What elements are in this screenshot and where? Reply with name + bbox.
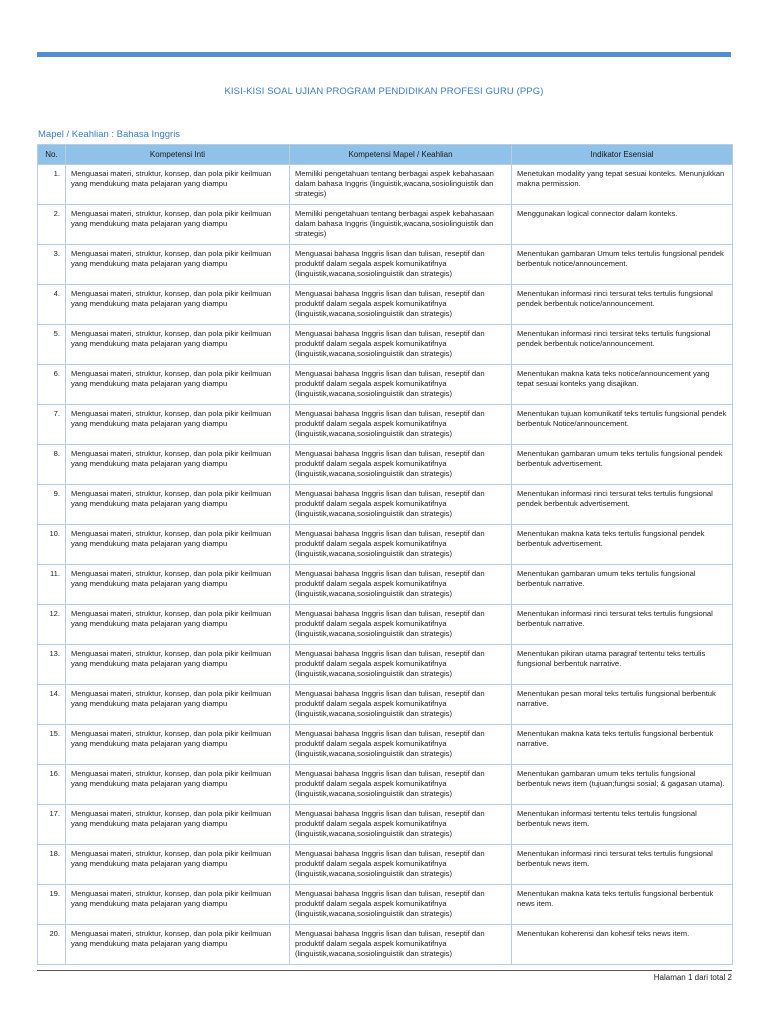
- kompetensi-mapel-cell: Menguasai bahasa Inggris lisan dan tulisan, reseptif dan produktif dalam segala aspek komunikatifnya (linguistik,wacana,sosiolinguistik dan strategis): [290, 925, 512, 965]
- indikator-esensial-cell: Menentukan makna kata teks tertulis fungsional pendek berbentuk advertisement.: [512, 525, 733, 565]
- kisi-kisi-table: [37, 144, 733, 965]
- kompetensi-inti-cell: Menguasai materi, struktur, konsep, dan pola pikir keilmuan yang mendukung mata pelajaran yang diampu: [66, 365, 290, 405]
- indikator-esensial-cell: Menentukan pikiran utama paragraf tertentu teks tertulis fungsional berbentuk narrative.: [512, 645, 733, 685]
- row-number: 18.: [38, 845, 66, 885]
- table-row: [38, 405, 733, 445]
- row-number: 16.: [38, 765, 66, 805]
- kompetensi-inti-cell: Menguasai materi, struktur, konsep, dan pola pikir keilmuan yang mendukung mata pelajaran yang diampu: [66, 605, 290, 645]
- row-number: 6.: [38, 365, 66, 405]
- row-number: 13.: [38, 645, 66, 685]
- table-row: [38, 685, 733, 725]
- document-title: KISI-KISI SOAL UJIAN PROGRAM PENDIDIKAN PROFESI GURU (PPG): [224, 86, 544, 97]
- table-row: [38, 445, 733, 485]
- row-number: 14.: [38, 685, 66, 725]
- kompetensi-inti-cell: Menguasai materi, struktur, konsep, dan pola pikir keilmuan yang mendukung mata pelajaran yang diampu: [66, 445, 290, 485]
- indikator-esensial-cell: Menentukan informasi rinci tersurat teks tertulis fungsional pendek berbentuk notice/announcement.: [512, 285, 733, 325]
- indikator-esensial-cell: Menentukan makna kata teks tertulis fungsional berbentuk narrative.: [512, 725, 733, 765]
- kompetensi-mapel-cell: Menguasai bahasa Inggris lisan dan tulisan, reseptif dan produktif dalam segala aspek komunikatifnya (linguistik,wacana,sosiolinguistik dan strategis): [290, 885, 512, 925]
- table-row: [38, 645, 733, 685]
- table-row: [38, 165, 733, 205]
- indikator-esensial-cell: Menentukan makna kata teks tertulis fungsional berbentuk news item.: [512, 885, 733, 925]
- table-row: [38, 885, 733, 925]
- table-row: [38, 925, 733, 965]
- kompetensi-inti-cell: Menguasai materi, struktur, konsep, dan pola pikir keilmuan yang mendukung mata pelajaran yang diampu: [66, 285, 290, 325]
- kompetensi-inti-cell: Menguasai materi, struktur, konsep, dan pola pikir keilmuan yang mendukung mata pelajaran yang diampu: [66, 885, 290, 925]
- page-footer: Halaman 1 dari total 2: [653, 973, 732, 982]
- kompetensi-mapel-cell: Menguasai bahasa Inggris lisan dan tulisan, reseptif dan produktif dalam segala aspek komunikatifnya (linguistik,wacana,sosiolinguistik dan strategis): [290, 645, 512, 685]
- kompetensi-inti-cell: Menguasai materi, struktur, konsep, dan pola pikir keilmuan yang mendukung mata pelajaran yang diampu: [66, 245, 290, 285]
- table-row: [38, 725, 733, 765]
- row-number: 11.: [38, 565, 66, 605]
- indikator-esensial-cell: Menentukan gambaran umum teks tertulis fungsional berbentuk news item (tujuan;fungsi sosial; & gagasan utama).: [512, 765, 733, 805]
- table-row: [38, 565, 733, 605]
- row-number: 19.: [38, 885, 66, 925]
- kompetensi-mapel-cell: Menguasai bahasa Inggris lisan dan tulisan, reseptif dan produktif dalam segala aspek komunikatifnya (linguistik,wacana,sosiolinguistik dan strategis): [290, 525, 512, 565]
- kompetensi-mapel-cell: Menguasai bahasa Inggris lisan dan tulisan, reseptif dan produktif dalam segala aspek komunikatifnya (linguistik,wacana,sosiolinguistik dan strategis): [290, 245, 512, 285]
- kompetensi-mapel-cell: Menguasai bahasa Inggris lisan dan tulisan, reseptif dan produktif dalam segala aspek komunikatifnya (linguistik,wacana,sosiolinguistik dan strategis): [290, 805, 512, 845]
- kompetensi-inti-cell: Menguasai materi, struktur, konsep, dan pola pikir keilmuan yang mendukung mata pelajaran yang diampu: [66, 485, 290, 525]
- row-number: 5.: [38, 325, 66, 365]
- table-row: [38, 525, 733, 565]
- table-row: [38, 805, 733, 845]
- row-number: 4.: [38, 285, 66, 325]
- indikator-esensial-cell: Menentukan koherensi dan kohesif teks news item.: [512, 925, 733, 965]
- table-row: [38, 485, 733, 525]
- kompetensi-mapel-cell: Menguasai bahasa Inggris lisan dan tulisan, reseptif dan produktif dalam segala aspek komunikatifnya (linguistik,wacana,sosiolinguistik dan strategis): [290, 445, 512, 485]
- kompetensi-inti-cell: Menguasai materi, struktur, konsep, dan pola pikir keilmuan yang mendukung mata pelajaran yang diampu: [66, 525, 290, 565]
- row-number: 17.: [38, 805, 66, 845]
- kompetensi-inti-cell: Menguasai materi, struktur, konsep, dan pola pikir keilmuan yang mendukung mata pelajaran yang diampu: [66, 805, 290, 845]
- table-row: [38, 765, 733, 805]
- kompetensi-mapel-cell: Menguasai bahasa Inggris lisan dan tulisan, reseptif dan produktif dalam segala aspek komunikatifnya (linguistik,wacana,sosiolinguistik dan strategis): [290, 765, 512, 805]
- kompetensi-inti-cell: Menguasai materi, struktur, konsep, dan pola pikir keilmuan yang mendukung mata pelajaran yang diampu: [66, 405, 290, 445]
- table-body: [38, 165, 733, 965]
- table-header-row: [38, 145, 733, 165]
- table-row: [38, 325, 733, 365]
- indikator-esensial-cell: Menentukan makna kata teks notice/announcement yang tepat sesuai konteks yang disajikan.: [512, 365, 733, 405]
- indikator-esensial-cell: Menentukan tujuan komunikatif teks tertulis fungsional pendek berbentuk Notice/announcement.: [512, 405, 733, 445]
- row-number: 9.: [38, 485, 66, 525]
- indikator-esensial-cell: Menentukan informasi rinci tersurat teks tertulis fungsional berbentuk news item.: [512, 845, 733, 885]
- row-number: 2.: [38, 205, 66, 245]
- kompetensi-mapel-cell: Menguasai bahasa Inggris lisan dan tulisan, reseptif dan produktif dalam segala aspek komunikatifnya (linguistik,wacana,sosiolinguistik dan strategis): [290, 485, 512, 525]
- kompetensi-inti-cell: Menguasai materi, struktur, konsep, dan pola pikir keilmuan yang mendukung mata pelajaran yang diampu: [66, 325, 290, 365]
- kompetensi-mapel-cell: Menguasai bahasa Inggris lisan dan tulisan, reseptif dan produktif dalam segala aspek komunikatifnya (linguistik,wacana,sosiolinguistik dan strategis): [290, 405, 512, 445]
- table-row: [38, 205, 733, 245]
- table-row: [38, 365, 733, 405]
- indikator-esensial-cell: Menggunakan logical connector dalam konteks.: [512, 205, 733, 245]
- column-header-kompetensi-mapel: Kompetensi Mapel / Keahlian: [290, 145, 512, 165]
- indikator-esensial-cell: Menentukan gambaran Umum teks tertulis fungsional pendek berbentuk notice/announcement.: [512, 245, 733, 285]
- kompetensi-inti-cell: Menguasai materi, struktur, konsep, dan pola pikir keilmuan yang mendukung mata pelajaran yang diampu: [66, 765, 290, 805]
- footer-divider: [37, 970, 732, 971]
- indikator-esensial-cell: Menetukan modality yang tepat sesuai konteks. Menunjukkan makna permission.: [512, 165, 733, 205]
- kompetensi-inti-cell: Menguasai materi, struktur, konsep, dan pola pikir keilmuan yang mendukung mata pelajaran yang diampu: [66, 205, 290, 245]
- kompetensi-mapel-cell: Menguasai bahasa Inggris lisan dan tulisan, reseptif dan produktif dalam segala aspek komunikatifnya (linguistik,wacana,sosiolinguistik dan strategis): [290, 725, 512, 765]
- kompetensi-inti-cell: Menguasai materi, struktur, konsep, dan pola pikir keilmuan yang mendukung mata pelajaran yang diampu: [66, 685, 290, 725]
- row-number: 15.: [38, 725, 66, 765]
- indikator-esensial-cell: Menentukan informasi rinci tersurat teks tertulis fungsional pendek berbentuk advertisement.: [512, 485, 733, 525]
- table-row: [38, 285, 733, 325]
- indikator-esensial-cell: Menentukan informasi rinci tersurat teks tertulis fungsional berbentuk narrative.: [512, 605, 733, 645]
- column-header-no: No.: [38, 145, 66, 165]
- row-number: 20.: [38, 925, 66, 965]
- kompetensi-inti-cell: Menguasai materi, struktur, konsep, dan pola pikir keilmuan yang mendukung mata pelajaran yang diampu: [66, 165, 290, 205]
- kompetensi-inti-cell: Menguasai materi, struktur, konsep, dan pola pikir keilmuan yang mendukung mata pelajaran yang diampu: [66, 925, 290, 965]
- kompetensi-mapel-cell: Menguasai bahasa Inggris lisan dan tulisan, reseptif dan produktif dalam segala aspek komunikatifnya (linguistik,wacana,sosiolinguistik dan strategis): [290, 285, 512, 325]
- kompetensi-mapel-cell: Memiliki pengetahuan tentang berbagai aspek kebahasaan dalam bahasa Inggris (linguistik,wacana,sosiolinguistik dan strategis): [290, 205, 512, 245]
- row-number: 10.: [38, 525, 66, 565]
- row-number: 12.: [38, 605, 66, 645]
- kompetensi-mapel-cell: Memiliki pengetahuan tentang berbagai aspek kebahasaan dalam bahasa Inggris (linguistik,wacana,sosiolinguistik dan strategis): [290, 165, 512, 205]
- kompetensi-mapel-cell: Menguasai bahasa Inggris lisan dan tulisan, reseptif dan produktif dalam segala aspek komunikatifnya (linguistik,wacana,sosiolinguistik dan strategis): [290, 845, 512, 885]
- kompetensi-inti-cell: Menguasai materi, struktur, konsep, dan pola pikir keilmuan yang mendukung mata pelajaran yang diampu: [66, 645, 290, 685]
- indikator-esensial-cell: Menentukan pesan moral teks tertulis fungsional berbentuk narrative.: [512, 685, 733, 725]
- row-number: 8.: [38, 445, 66, 485]
- table-row: [38, 845, 733, 885]
- row-number: 1.: [38, 165, 66, 205]
- kompetensi-mapel-cell: Menguasai bahasa Inggris lisan dan tulisan, reseptif dan produktif dalam segala aspek komunikatifnya (linguistik,wacana,sosiolinguistik dan strategis): [290, 565, 512, 605]
- column-header-indikator-esensial: Indikator Esensial: [512, 145, 733, 165]
- subject-label: Mapel / Keahlian : Bahasa Inggris: [38, 129, 181, 140]
- indikator-esensial-cell: Menentukan gambaran umum teks tertulis fungsional pendek berbentuk advertisement.: [512, 445, 733, 485]
- kompetensi-mapel-cell: Menguasai bahasa Inggris lisan dan tulisan, reseptif dan produktif dalam segala aspek komunikatifnya (linguistik,wacana,sosiolinguistik dan strategis): [290, 605, 512, 645]
- table-row: [38, 605, 733, 645]
- column-header-kompetensi-inti: Kompetensi Inti: [66, 145, 290, 165]
- kompetensi-inti-cell: Menguasai materi, struktur, konsep, dan pola pikir keilmuan yang mendukung mata pelajaran yang diampu: [66, 725, 290, 765]
- indikator-esensial-cell: Menentukan informasi rinci tersirat teks tertulis fungsional pendek berbentuk notice/announcement.: [512, 325, 733, 365]
- indikator-esensial-cell: Menentukan gambaran umum teks tertulis fungsional berbentuk narrative.: [512, 565, 733, 605]
- row-number: 3.: [38, 245, 66, 285]
- kompetensi-inti-cell: Menguasai materi, struktur, konsep, dan pola pikir keilmuan yang mendukung mata pelajaran yang diampu: [66, 845, 290, 885]
- kompetensi-mapel-cell: Menguasai bahasa Inggris lisan dan tulisan, reseptif dan produktif dalam segala aspek komunikatifnya (linguistik,wacana,sosiolinguistik dan strategis): [290, 365, 512, 405]
- header-accent-bar: [37, 52, 731, 57]
- table-row: [38, 245, 733, 285]
- kompetensi-mapel-cell: Menguasai bahasa Inggris lisan dan tulisan, reseptif dan produktif dalam segala aspek komunikatifnya (linguistik,wacana,sosiolinguistik dan strategis): [290, 685, 512, 725]
- indikator-esensial-cell: Menentukan informasi tertentu teks tertulis fungsional berbentuk news item.: [512, 805, 733, 845]
- kompetensi-mapel-cell: Menguasai bahasa Inggris lisan dan tulisan, reseptif dan produktif dalam segala aspek komunikatifnya (linguistik,wacana,sosiolinguistik dan strategis): [290, 325, 512, 365]
- row-number: 7.: [38, 405, 66, 445]
- kompetensi-inti-cell: Menguasai materi, struktur, konsep, dan pola pikir keilmuan yang mendukung mata pelajaran yang diampu: [66, 565, 290, 605]
